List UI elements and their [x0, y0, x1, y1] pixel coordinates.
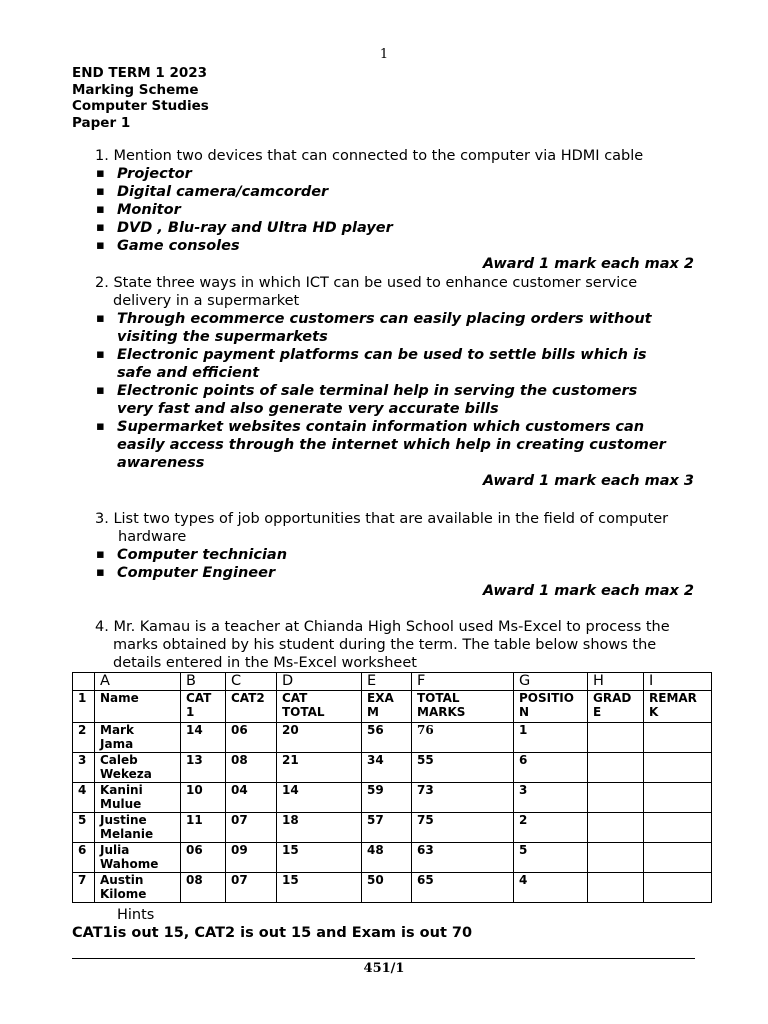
cat-total-cell: 15: [277, 843, 362, 873]
award-note: Award 1 mark each max 3: [482, 473, 694, 489]
column-letter-row: [73, 673, 712, 691]
answer-item: ▪ Projector: [96, 166, 192, 182]
header-name: Name: [95, 691, 181, 723]
total-marks-cell: 75: [412, 813, 514, 843]
answer-item: ▪ Through ecommerce customers can easily placing orders without visiting the supermarkets: [96, 311, 652, 345]
question-3-text: 3. List two types of job opportunities that are available in the field of computer hardware: [95, 511, 669, 545]
bullet-icon: ▪: [96, 565, 105, 580]
table-row: [73, 843, 712, 873]
remark-cell: [644, 753, 712, 783]
cat2-cell: 07: [226, 873, 277, 903]
answer-item: ▪ Computer Engineer: [96, 565, 276, 581]
student-name: Caleb Wekeza: [95, 753, 181, 783]
table-row: [73, 753, 712, 783]
cat-total-cell: 18: [277, 813, 362, 843]
total-marks-cell: 65: [412, 873, 514, 903]
exam-cell: 50: [362, 873, 412, 903]
column-letter: G: [514, 673, 588, 691]
answer-item: ▪ Game consoles: [96, 238, 240, 254]
grade-cell: [588, 873, 644, 903]
cat2-cell: 09: [226, 843, 277, 873]
cat1-cell: 14: [181, 723, 226, 753]
table-row: [73, 873, 712, 903]
student-name: Austin Kilome: [95, 873, 181, 903]
answer-item: ▪ Digital camera/camcorder: [96, 184, 329, 200]
bullet-icon: ▪: [96, 202, 105, 217]
grade-cell: [588, 783, 644, 813]
remark-cell: [644, 723, 712, 753]
row-number: 6: [73, 843, 95, 873]
footer-divider: [72, 958, 695, 959]
marks-worksheet-table: [72, 672, 712, 903]
column-letter: H: [588, 673, 644, 691]
column-letter: A: [95, 673, 181, 691]
header-cat2: CAT2: [226, 691, 277, 723]
remark-cell: [644, 873, 712, 903]
column-letter: B: [181, 673, 226, 691]
grade-cell: [588, 843, 644, 873]
corner-cell: [73, 673, 95, 691]
column-letter: F: [412, 673, 514, 691]
total-marks-cell: 73: [412, 783, 514, 813]
cat-total-cell: 20: [277, 723, 362, 753]
row-number: 5: [73, 813, 95, 843]
position-cell: 2: [514, 813, 588, 843]
header-exam: EXA M: [362, 691, 412, 723]
bullet-icon: ▪: [96, 547, 105, 562]
grade-cell: [588, 813, 644, 843]
award-note: Award 1 mark each max 2: [482, 583, 694, 599]
cat1-cell: 13: [181, 753, 226, 783]
position-cell: 5: [514, 843, 588, 873]
total-marks-cell: 55: [412, 753, 514, 783]
header-remark: REMAR K: [644, 691, 712, 723]
document-type: Marking Scheme: [72, 81, 199, 98]
position-cell: 1: [514, 723, 588, 753]
grade-cell: [588, 753, 644, 783]
answer-item: ▪ DVD , Blu-ray and Ultra HD player: [96, 220, 393, 236]
exam-title: END TERM 1 2023: [72, 65, 208, 81]
position-cell: 3: [514, 783, 588, 813]
bullet-icon: ▪: [96, 184, 105, 199]
header-cat1: CAT 1: [181, 691, 226, 723]
bullet-icon: ▪: [96, 220, 105, 235]
question-4: [0, 618, 768, 672]
table-row: [73, 813, 712, 843]
bullet-icon: ▪: [96, 311, 105, 326]
cat1-cell: 06: [181, 843, 226, 873]
cat2-cell: 04: [226, 783, 277, 813]
subject: Computer Studies: [72, 98, 209, 114]
answer-item: ▪ Supermarket websites contain information which customers can easily access through the internet which help in creating customer awareness: [96, 419, 666, 471]
student-name: Julia Wahome: [95, 843, 181, 873]
remark-cell: [644, 843, 712, 873]
position-cell: 4: [514, 873, 588, 903]
column-letter: C: [226, 673, 277, 691]
answer-item: ▪ Monitor: [96, 202, 181, 218]
table-header-row: [73, 691, 712, 723]
question-1: [0, 147, 768, 273]
header-cat-total: CAT TOTAL: [277, 691, 362, 723]
grade-cell: [588, 723, 644, 753]
exam-cell: 48: [362, 843, 412, 873]
question-2-text: 2. State three ways in which ICT can be used to enhance customer service delivery in a supermarket: [95, 275, 638, 309]
row-number: 1: [73, 691, 95, 723]
student-name: Justine Melanie: [95, 813, 181, 843]
row-number: 3: [73, 753, 95, 783]
cat2-cell: 06: [226, 723, 277, 753]
award-note: Award 1 mark each max 2: [482, 256, 694, 272]
table-row: [73, 783, 712, 813]
document-header: [72, 65, 209, 131]
remark-cell: [644, 813, 712, 843]
cat1-cell: 11: [181, 813, 226, 843]
cat-total-cell: 15: [277, 873, 362, 903]
cat-total-cell: 21: [277, 753, 362, 783]
row-number: 2: [73, 723, 95, 753]
answer-item: ▪ Computer technician: [96, 547, 288, 563]
student-name: Mark Jama: [95, 723, 181, 753]
cat1-cell: 10: [181, 783, 226, 813]
hint-text: CAT1is out 15, CAT2 is out 15 and Exam is out 70: [72, 925, 473, 941]
position-cell: 6: [514, 753, 588, 783]
header-position: POSITIO N: [514, 691, 588, 723]
question-2: [0, 274, 768, 490]
total-marks-cell: 76: [412, 723, 514, 753]
cat2-cell: 07: [226, 813, 277, 843]
student-name: Kanini Mulue: [95, 783, 181, 813]
header-total-marks: TOTAL MARKS: [412, 691, 514, 723]
column-letter: E: [362, 673, 412, 691]
total-marks-cell: 63: [412, 843, 514, 873]
column-letter: D: [277, 673, 362, 691]
exam-cell: 56: [362, 723, 412, 753]
question-1-text: 1. Mention two devices that can connected to the computer via HDMI cable: [95, 148, 644, 164]
header-grade: GRAD E: [588, 691, 644, 723]
page-number: 1: [379, 47, 389, 62]
bullet-icon: ▪: [96, 238, 105, 253]
row-number: 4: [73, 783, 95, 813]
column-letter: I: [644, 673, 712, 691]
question-3: [0, 510, 768, 600]
table-row: [73, 723, 712, 753]
remark-cell: [644, 783, 712, 813]
bullet-icon: ▪: [96, 166, 105, 181]
paper-number: Paper 1: [72, 114, 131, 131]
cat1-cell: 08: [181, 873, 226, 903]
exam-cell: 57: [362, 813, 412, 843]
bullet-icon: ▪: [96, 419, 105, 434]
bullet-icon: ▪: [96, 347, 105, 362]
row-number: 7: [73, 873, 95, 903]
question-4-text: 4. Mr. Kamau is a teacher at Chianda High School used Ms-Excel to process the marks obtained by his student during the term. The table below shows the details entered in the Ms-Excel worksheet: [95, 619, 670, 671]
cat2-cell: 08: [226, 753, 277, 783]
paper-code-footer: 451/1: [363, 961, 405, 976]
answer-item: ▪ Electronic payment platforms can be used to settle bills which is safe and efficient: [96, 347, 647, 381]
cat-total-cell: 14: [277, 783, 362, 813]
exam-cell: 59: [362, 783, 412, 813]
answer-item: ▪ Electronic points of sale terminal help in serving the customers very fast and also generate very accurate bills: [96, 383, 638, 417]
bullet-icon: ▪: [96, 383, 105, 398]
exam-cell: 34: [362, 753, 412, 783]
hints-label: Hints: [117, 907, 155, 923]
